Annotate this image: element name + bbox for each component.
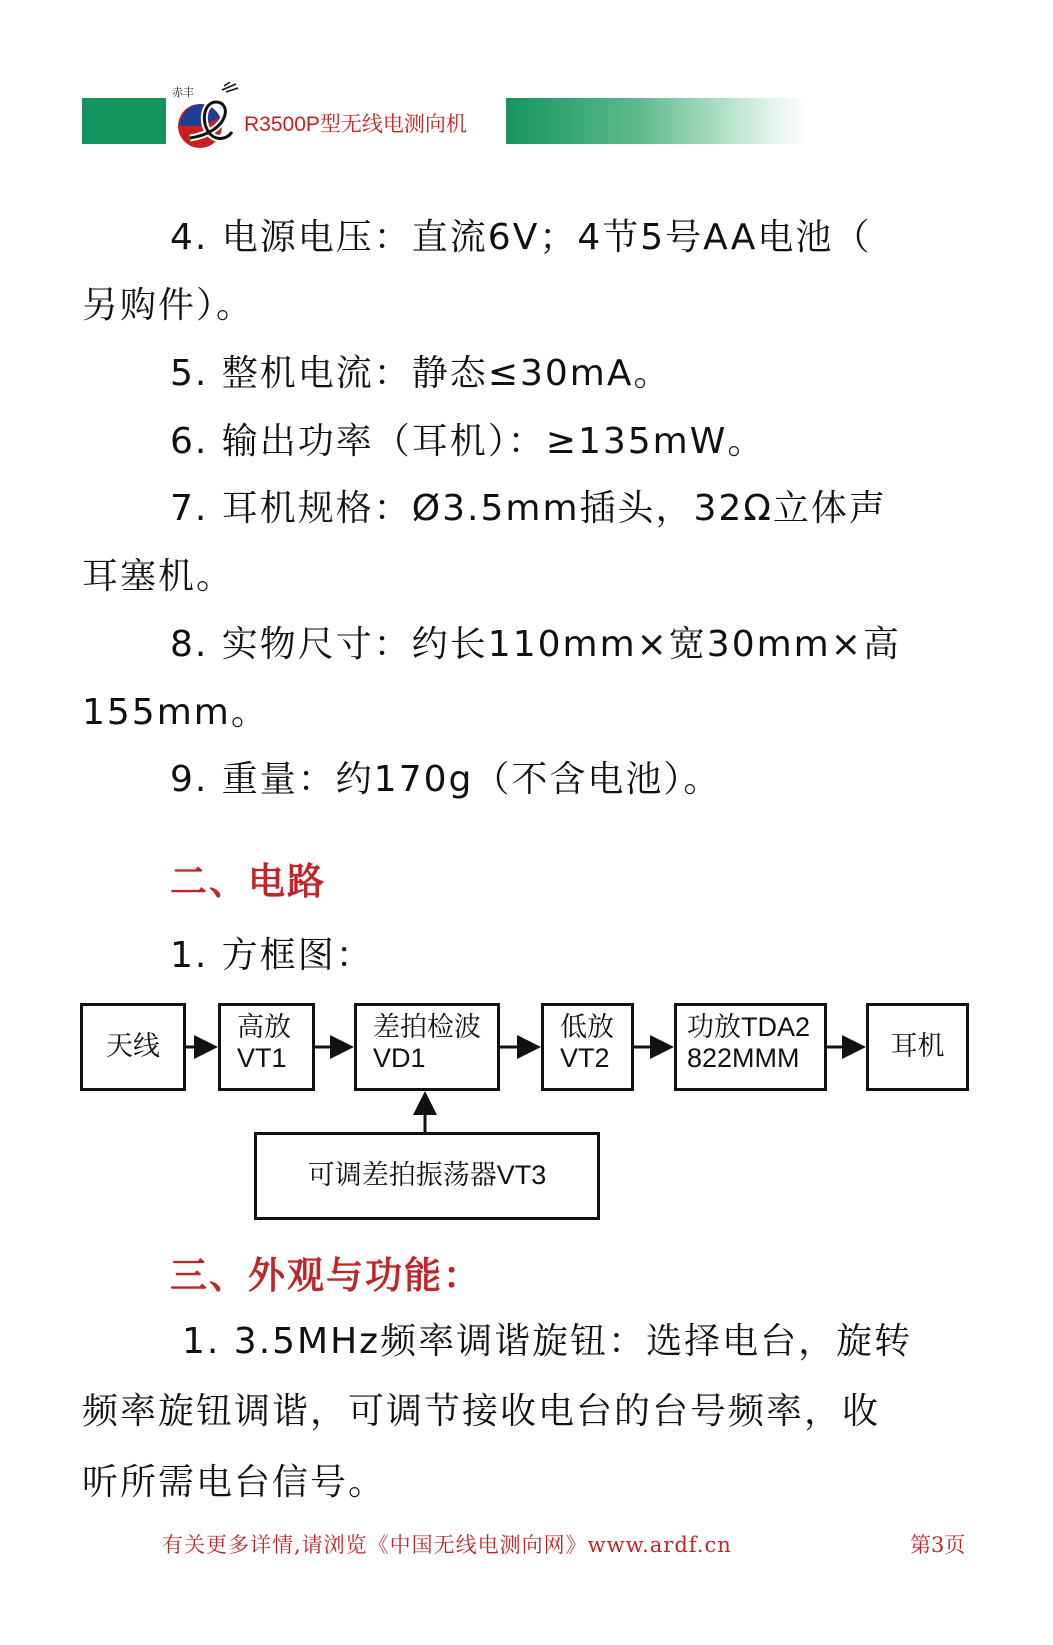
section-3-item-1-line2: 频率旋钮调谐，可调节接收电台的台号频率，收 [82, 1391, 881, 1432]
block-beat-detector [354, 1003, 500, 1091]
block-lf-amplifier-label-2: VT2 [560, 1043, 610, 1074]
spec-item-5: 5. 整机电流：静态≤30mA。 [170, 353, 672, 394]
block-lf-amplifier [541, 1003, 634, 1091]
block-lf-amplifier-label-1: 低放 [560, 1012, 614, 1042]
spec-item-8-line1: 8. 实物尺寸：约长110mm×宽30mm×高 [170, 624, 901, 665]
spec-item-7-line1: 7. 耳机规格：Ø3.5mm插头，32Ω立体声 [170, 488, 887, 529]
block-antenna [80, 1003, 186, 1091]
section-3-heading: 三、外观与功能： [170, 1254, 482, 1297]
spec-item-9: 9. 重量：约170g（不含电池）。 [170, 759, 722, 800]
block-rf-amplifier-label-1: 高放 [237, 1012, 291, 1042]
block-rf-amplifier [218, 1003, 315, 1091]
spec-item-6: 6. 输出功率（耳机）：≥135mW。 [170, 421, 766, 462]
section-2-subheading: 1. 方框图： [170, 935, 374, 976]
block-power-amplifier-label-2: 822MMM [687, 1043, 800, 1074]
block-beat-detector-label-1: 差拍检波 [373, 1012, 481, 1042]
block-rf-amplifier-label-2: VT1 [237, 1043, 287, 1074]
page-number: 第3页 [910, 1533, 966, 1557]
block-power-amplifier [674, 1003, 827, 1091]
block-beat-detector-label-2: VD1 [373, 1043, 426, 1074]
block-beat-oscillator-label: 可调差拍振荡器VT3 [307, 1160, 547, 1191]
section-2-heading: 二、电路 [170, 860, 326, 903]
spec-item-8-line2: 155mm。 [82, 692, 269, 733]
block-earphone-label: 耳机 [890, 1031, 945, 1062]
block-earphone [866, 1003, 969, 1091]
spec-item-7-line2: 耳塞机。 [82, 556, 235, 597]
section-3-item-1-line1: 1. 3.5MHz频率调谐旋钮：选择电台，旋转 [182, 1321, 913, 1362]
logo-text: 赤丰 [172, 86, 194, 99]
section-3-item-1-line3: 听所需电台信号。 [82, 1462, 387, 1503]
spec-item-4-line1: 4. 电源电压：直流6V；4节5号AA电池（ [170, 217, 872, 258]
block-beat-oscillator [254, 1132, 600, 1220]
spec-item-4-line2: 另购件）。 [82, 285, 255, 326]
block-power-amplifier-label-1: 功放TDA2 [687, 1012, 811, 1042]
header-title: R3500P型无线电测向机 [244, 113, 467, 136]
footer-note: 有关更多详情,请浏览《中国无线电测向网》www.ardf.cn [162, 1533, 732, 1557]
block-antenna-label: 天线 [106, 1031, 160, 1062]
